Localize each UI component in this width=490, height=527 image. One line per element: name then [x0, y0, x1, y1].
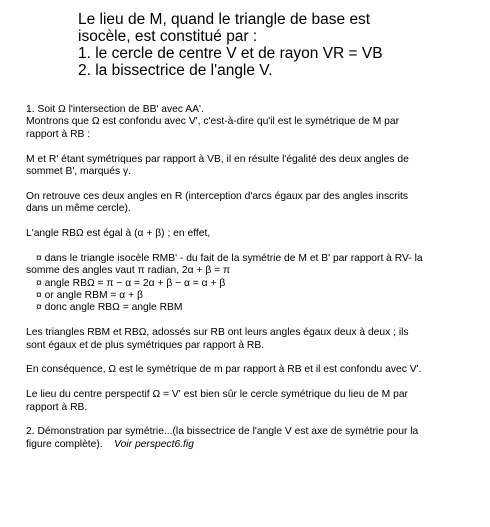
bullet-1-line-1: ¤ dans le triangle isocèle RMB' - du fait de la symétrie de M et B' par rapport à RV- la	[36, 252, 423, 264]
spacer	[26, 178, 476, 190]
bullet-3: ¤ or angle RBM = α + β	[36, 290, 143, 302]
para-8-line-1: Le lieu du centre perspectif Ω = V' est bien sûr le cercle symétrique du lieu de M par	[26, 389, 408, 401]
para-5: L'angle RBΩ est égal à (α + β) ; en effet,	[26, 228, 211, 240]
para-1: 1. Soit Ω l'intersection de BB' avec AA'.	[26, 104, 204, 115]
figure-reference: Voir perspect6.fig	[114, 438, 194, 450]
bullet-2: ¤ angle RBΩ = π − α = 2α + β − α = α + β	[36, 277, 226, 289]
header-line-4: 2. la bissectrice de l'angle V.	[78, 62, 273, 79]
para-9-line-2	[26, 439, 476, 451]
spacer	[26, 414, 476, 426]
spacer	[26, 216, 476, 228]
spacer	[26, 141, 476, 153]
para-9-text: figure complète).	[26, 438, 103, 450]
para-8-line-2: rapport à RB.	[26, 401, 88, 413]
para-3-line-2: sommet B', marqués γ.	[26, 166, 131, 178]
bullet-1-line-2: somme des angles vaut π radian, 2α + β = π	[26, 265, 231, 277]
spacer	[26, 315, 476, 327]
header-block	[78, 11, 478, 79]
para-2-line-2: rapport à RB :	[26, 128, 91, 140]
bullet-4: ¤ donc angle RBΩ = angle RBM	[36, 302, 183, 314]
spacer	[26, 377, 476, 389]
para-6-line-2: sont égaux et de plus symétriques par rapport à RB.	[26, 339, 265, 351]
para-4-line-2: dans un même cercle).	[26, 203, 131, 215]
header-line-2: isocèle, est constitué par :	[78, 28, 258, 45]
body-text	[26, 104, 476, 451]
para-9-line-1: 2. Démonstration par symétrie...(la bissectrice de l'angle V est axe de symétrie pour la	[26, 426, 419, 438]
para-6-line-1: Les triangles RBM et RBΩ, adossés sur RB ont leurs angles égaux deux à deux ; ils	[26, 327, 409, 339]
para-4-line-1: On retrouve ces deux angles en R (interception d'arcs égaux par des angles inscrits	[26, 190, 409, 202]
para-2-line-1: Montrons que Ω est confondu avec V', c'est-à-dire qu'il est le symétrique de M par	[26, 116, 400, 128]
para-7: En conséquence, Ω est le symétrique de m par rapport à RB et il est confondu avec V'.	[26, 364, 422, 376]
header-line-3: 1. le cercle de centre V et de rayon VR = VB	[78, 45, 383, 62]
spacer	[26, 352, 476, 364]
spacer	[26, 240, 476, 252]
header-line-1: Le lieu de M, quand le triangle de base est	[78, 11, 371, 28]
para-3-line-1: M et R' étant symétriques par rapport à VB, il en résulte l'égalité des deux angles de	[26, 153, 409, 165]
